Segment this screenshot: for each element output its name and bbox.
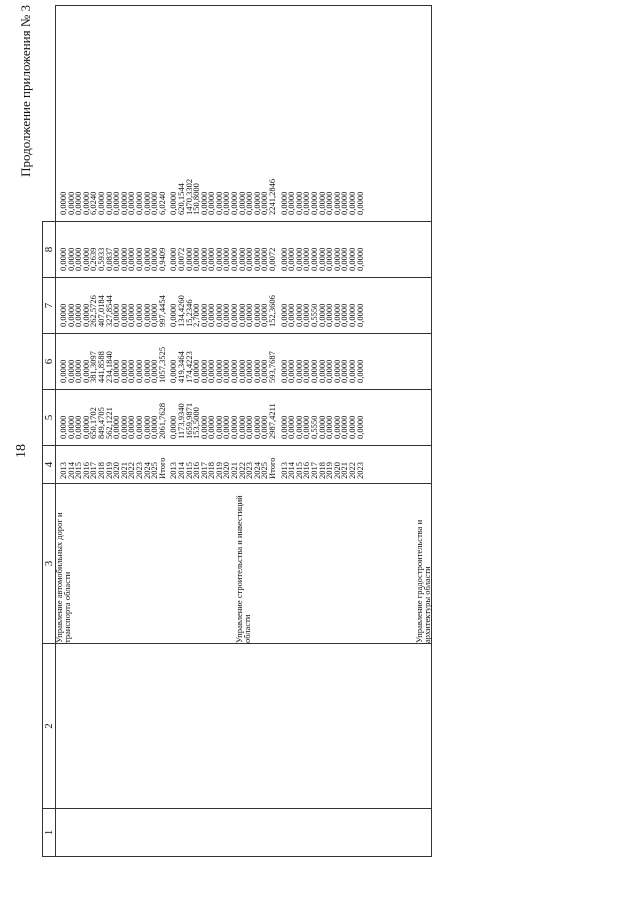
value-cell: 0,0000 [309,191,319,215]
value-cell: 0,0000 [149,303,160,327]
value-cell: 0,0000 [133,247,144,271]
value-cell: 0,0000 [168,191,179,215]
col-6-values [56,278,432,334]
value-cell: 620,1544 [175,183,186,215]
value-cell: 0,0000 [168,415,179,439]
year-label: 2017 [88,462,99,479]
value-cell: 0,0000 [229,303,240,327]
department-name: Управление автомобильных дорог и транспорта области [54,512,72,643]
value-cell: 0,0000 [111,415,122,439]
year-label: 2015 [73,462,84,479]
department-name: Управление градостроительства и архитектуры области [414,519,432,643]
value-cell: 0,0000 [191,359,202,383]
value-cell: 0,0000 [316,303,327,327]
value-cell: 0,0000 [80,247,91,271]
value-cell: 0,0000 [206,247,217,271]
value-cell: 0,0000 [316,415,327,439]
page-number: 18 [14,444,29,458]
value-cell: 0,2639 [88,247,99,271]
year-label: 2014 [286,462,297,479]
year-label: 2016 [80,462,91,479]
value-cell: 0,0000 [118,191,129,215]
year-column [56,446,432,484]
value-cell: 0,0000 [293,191,304,215]
value-cell: 0,0000 [198,247,209,271]
value-cell: 0,0000 [346,247,357,271]
value-cell: 0,0000 [229,191,240,215]
value-cell: 0,0000 [354,247,365,271]
value-cell: 0,0000 [331,359,342,383]
value-cell: 0,5550 [309,303,319,327]
value-cell: 0,0000 [168,247,179,271]
value-cell: 0,0000 [286,191,297,215]
year-label: 2016 [191,462,202,479]
value-cell: 0,0000 [236,191,247,215]
column-number-row [43,6,56,857]
value-cell: 0,0000 [118,359,129,383]
value-cell: 0,0000 [331,247,342,271]
value-cell: 0,0000 [278,303,289,327]
value-cell: 0,0000 [133,415,144,439]
value-cell: 0,0000 [324,191,335,215]
value-cell: 0,0000 [141,303,152,327]
value-cell: 0,0000 [80,359,91,383]
value-cell: 0,0000 [309,359,319,383]
value-cell: 0,0000 [293,247,304,271]
year-label: Итого [267,457,278,479]
value-cell: 0,0000 [149,191,160,215]
value-cell: 0,0000 [286,303,297,327]
value-cell: 0,0000 [229,415,240,439]
value-cell: 0,0000 [301,247,312,271]
value-cell: 0,0000 [339,191,350,215]
value-cell: 0,0000 [236,415,247,439]
value-cell: 0,0000 [191,247,202,271]
value-cell: 0,0000 [126,191,137,215]
year-label: 2018 [95,462,106,479]
value-cell: 1057,3525 [156,346,167,383]
year-label: 2019 [324,462,335,479]
value-cell: 0,0000 [293,303,304,327]
value-cell: 0,0000 [236,359,247,383]
value-cell: 0,0000 [213,247,224,271]
year-label: 2015 [293,462,304,479]
value-cell: 0,0000 [293,359,304,383]
year-label: 2014 [175,462,186,479]
value-cell: 0,0000 [251,415,262,439]
value-cell: 0,0000 [286,359,297,383]
value-cell: 234,1840 [103,351,114,383]
value-cell: 407,0184 [95,295,106,327]
year-label: 2020 [221,462,232,479]
value-cell: 419,3464 [175,351,186,383]
year-label: 2018 [316,462,327,479]
value-cell: 0,0000 [58,247,68,271]
value-cell: 0,0000 [236,303,247,327]
value-cell: 0,0000 [346,415,357,439]
value-cell: 0,0000 [251,191,262,215]
value-cell: 0,0000 [301,415,312,439]
value-cell: 0,0000 [221,359,232,383]
value-cell: 0,0000 [309,247,319,271]
value-cell: 153,5000 [191,407,202,439]
col-4-values [56,390,432,446]
year-label: 2022 [236,462,247,479]
value-cell: 0,0000 [58,359,68,383]
value-cell: 0,0000 [331,191,342,215]
year-label: 2020 [111,462,122,479]
value-cell: 0,0000 [58,191,68,215]
value-cell: 0,0000 [213,303,224,327]
year-label: 2025 [259,462,270,479]
year-label: 2021 [118,462,129,479]
value-cell: 0,0000 [324,415,335,439]
value-cell: 0,0000 [286,247,297,271]
value-cell: 0,0000 [65,415,76,439]
value-cell: 0,0000 [244,415,255,439]
value-cell: 2,7000 [191,303,202,327]
value-cell: 0,0000 [118,415,129,439]
value-cell: 0,0000 [65,303,76,327]
value-cell: 0,0000 [141,359,152,383]
value-cell: 0,0000 [80,191,91,215]
value-cell: 0,0000 [198,191,209,215]
col-8-values [56,6,432,222]
value-cell: 0,0072 [267,247,278,271]
col-header-8: 8 [43,222,56,278]
value-cell: 2241,2846 [267,178,278,215]
value-cell: 0,0000 [126,247,137,271]
value-cell: 0,0000 [251,359,262,383]
value-cell: 0,0000 [73,247,84,271]
value-cell: 849,4705 [95,407,106,439]
value-cell: 0,0000 [339,415,350,439]
value-cell: 0,0000 [73,303,84,327]
value-cell: 0,0000 [259,247,270,271]
value-cell: 0,0000 [198,415,209,439]
value-cell: 174,4223 [183,351,194,383]
value-cell: 0,0000 [206,415,217,439]
value-cell: 0,0000 [65,191,76,215]
value-cell: 0,0000 [259,191,270,215]
year-label: 2021 [339,462,350,479]
year-label: 2013 [58,462,68,479]
value-cell: 0,5933 [95,247,106,271]
year-label: 2017 [309,462,319,479]
value-cell: 262,5726 [88,295,99,327]
value-cell: 0,0000 [354,415,365,439]
value-cell: 0,0000 [103,191,114,215]
value-cell: 0,0000 [316,359,327,383]
value-cell: 0,0000 [259,359,270,383]
value-cell: 0,0072 [175,247,186,271]
value-cell: 0,0000 [278,191,289,215]
year-label: 2016 [301,462,312,479]
value-cell: 0,0000 [331,415,342,439]
value-cell: 1659,9871 [183,402,194,439]
value-cell: 0,0000 [213,415,224,439]
value-cell: 650,1702 [88,407,99,439]
value-cell: 0,0000 [168,359,179,383]
col-header-4: 4 [43,446,56,484]
value-cell: 0,0000 [251,303,262,327]
value-cell: 0,0000 [354,191,365,215]
year-label: 2023 [244,462,255,479]
value-cell: 0,0000 [221,247,232,271]
year-label: 2018 [206,462,217,479]
value-cell: 0,0000 [213,359,224,383]
value-cell: 0,0000 [354,359,365,383]
col-5-values [56,334,432,390]
value-cell: 0,0000 [198,359,209,383]
value-cell: 0,0000 [221,303,232,327]
col-header-5: 5 [43,390,56,446]
value-cell: 0,0000 [126,303,137,327]
value-cell: 0,0000 [301,191,312,215]
value-cell: 0,0000 [73,415,84,439]
year-label: 2014 [65,462,76,479]
value-cell: 0,0000 [118,247,129,271]
value-cell: 0,0000 [259,303,270,327]
value-cell: 0,0000 [324,303,335,327]
value-cell: 0,0000 [339,303,350,327]
value-cell: 0,0000 [221,415,232,439]
value-cell: 0,0000 [278,247,289,271]
value-cell: 0,0000 [221,191,232,215]
value-cell: 0,0000 [244,191,255,215]
col-header-2: 2 [43,644,56,809]
value-cell: 0,0000 [168,303,179,327]
year-label: Итого [156,457,167,479]
value-cell: 0,0000 [206,191,217,215]
value-cell: 327,8544 [103,295,114,327]
year-label: 2022 [346,462,357,479]
year-label: 2013 [168,462,179,479]
value-cell: 0,0000 [229,359,240,383]
value-cell: 0,0000 [316,247,327,271]
value-cell: 0,0000 [149,247,160,271]
year-label: 2015 [183,462,194,479]
value-cell: 997,4454 [156,295,167,327]
col-header-7: 7 [43,278,56,334]
value-cell: 0,0000 [126,415,137,439]
value-cell: 0,0000 [133,303,144,327]
value-cell: 0,0000 [126,359,137,383]
year-label: 2013 [278,462,289,479]
year-label: 2024 [141,462,152,479]
value-cell: 2061,7628 [156,402,167,439]
value-cell: 150,8000 [191,183,202,215]
value-cell: 0,0000 [118,303,129,327]
year-label: 2020 [331,462,342,479]
financing-table [42,5,432,857]
value-cell: 0,5550 [309,415,319,439]
value-cell: 0,0000 [346,359,357,383]
appendix-title: Продолжение приложения № 3 [18,5,33,177]
value-cell: 0,0000 [198,303,209,327]
value-cell: 0,0000 [244,247,255,271]
value-cell: 0,0000 [331,303,342,327]
value-cell: 0,0000 [111,303,122,327]
col-1-cell [56,809,432,857]
col-header-3: 3 [43,484,56,644]
value-cell: 381,3097 [88,351,99,383]
value-cell: 562,1221 [103,407,114,439]
value-cell: 0,0000 [354,303,365,327]
year-label: 2021 [229,462,240,479]
value-cell: 0,0000 [339,359,350,383]
value-cell: 0,0000 [278,415,289,439]
value-cell: 0,0000 [206,303,217,327]
value-cell: 0,9409 [156,247,167,271]
value-cell: 0,0000 [213,191,224,215]
value-cell: 6,0240 [88,191,99,215]
year-label: 2022 [126,462,137,479]
value-cell: 0,0000 [149,415,160,439]
year-label: 2025 [149,462,160,479]
value-cell: 0,0000 [141,191,152,215]
value-cell: 0,0000 [324,247,335,271]
value-cell: 0,0000 [149,359,160,383]
value-cell: 0,0000 [301,359,312,383]
value-cell: 0,0000 [316,191,327,215]
value-cell: 15,2346 [183,299,194,327]
value-cell: 0,0000 [346,303,357,327]
col-header-6: 6 [43,334,56,390]
value-cell: 0,0000 [141,247,152,271]
value-cell: 0,0000 [259,415,270,439]
value-cell: 0,0000 [293,415,304,439]
col-3-cell [56,484,432,644]
value-cell: 0,0000 [278,359,289,383]
value-cell: 0,0000 [301,303,312,327]
value-cell: 0,0000 [73,191,84,215]
value-cell: 0,0000 [111,247,122,271]
value-cell: 0,0000 [346,191,357,215]
value-cell: 0,0000 [183,247,194,271]
value-cell: 0,0000 [236,247,247,271]
value-cell: 0,0000 [95,191,106,215]
value-cell: 0,0000 [80,415,91,439]
value-cell: 593,7687 [267,351,278,383]
value-cell: 0,0000 [58,415,68,439]
value-cell: 2987,4211 [267,403,278,439]
col-header-1: 1 [43,809,56,857]
year-label: 2019 [103,462,114,479]
value-cell: 152,3606 [267,295,278,327]
year-label: 2024 [251,462,262,479]
value-cell: 0,0837 [103,247,114,271]
value-cell: 0,0000 [111,191,122,215]
value-cell: 0,0000 [339,247,350,271]
value-cell: 1470,3302 [183,178,194,215]
col-7-values [56,222,432,278]
year-label: 2023 [133,462,144,479]
value-cell: 0,0000 [133,191,144,215]
year-label: 2019 [213,462,224,479]
col-2-cell [56,644,432,809]
value-cell: 0,0000 [58,303,68,327]
table-body-row [56,6,432,857]
value-cell: 1173,9340 [175,403,186,439]
value-cell: 0,0000 [286,415,297,439]
value-cell: 0,0000 [111,359,122,383]
value-cell: 134,4260 [175,295,186,327]
value-cell: 0,0000 [65,359,76,383]
value-cell: 441,8588 [95,351,106,383]
value-cell: 0,0000 [229,247,240,271]
value-cell: 0,0000 [133,359,144,383]
value-cell: 0,0000 [251,247,262,271]
year-label: 2017 [198,462,209,479]
value-cell: 0,0000 [206,359,217,383]
value-cell: 0,0000 [65,247,76,271]
value-cell: 0,0000 [80,303,91,327]
value-cell: 6,0240 [156,191,167,215]
department-name: Управление строительства и инвестиций области [234,495,252,643]
value-cell: 0,0000 [73,359,84,383]
value-cell: 0,0000 [244,303,255,327]
value-cell: 0,0000 [244,359,255,383]
value-cell: 0,0000 [324,359,335,383]
year-label: 2023 [354,462,365,479]
value-cell: 0,0000 [141,415,152,439]
